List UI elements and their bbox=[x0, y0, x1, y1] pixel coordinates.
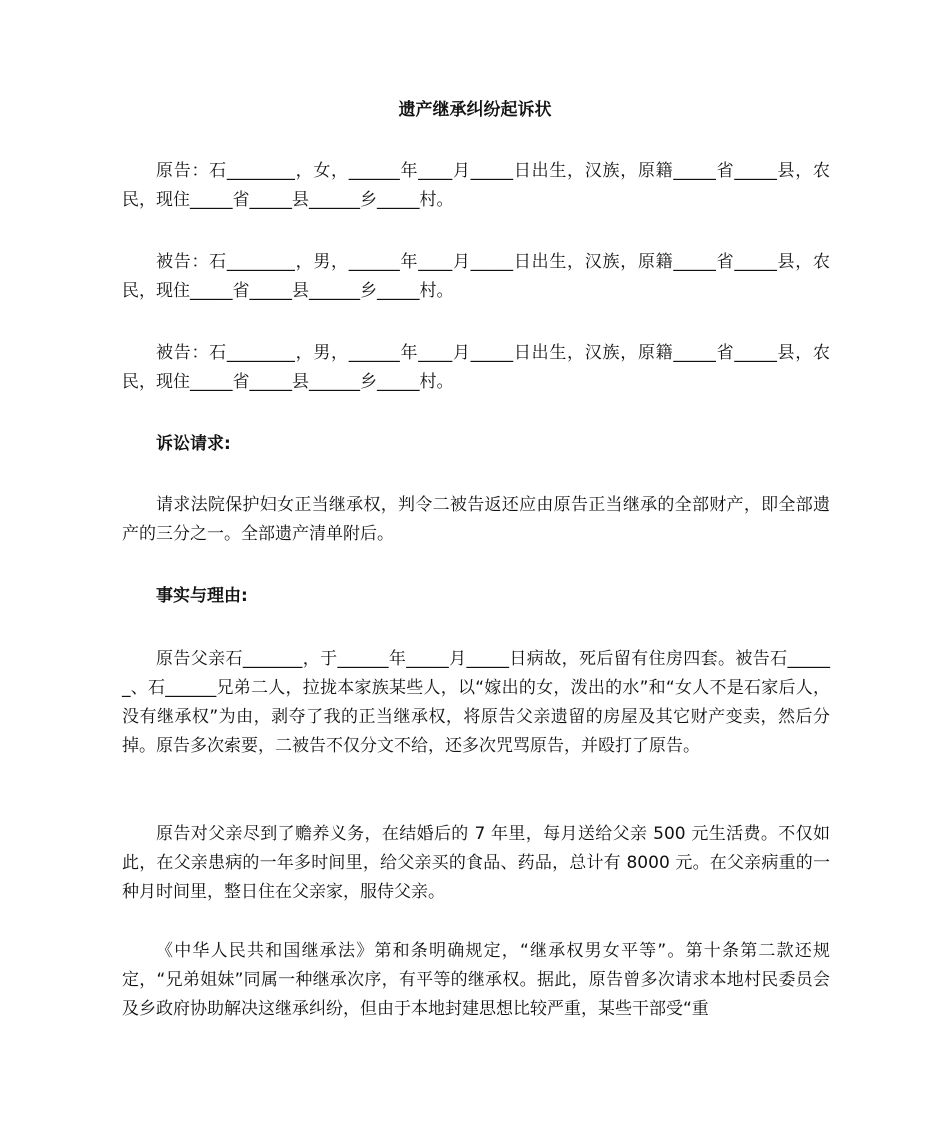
facts-paragraph-2: 原告对父亲尽到了赡养义务，在结婚后的 7 年里，每月送给父亲 500 元生活费。不仅如此，在父亲患病的一年多时间里，给父亲买的食品、药品，总计有 8000 元。在父亲病重的一种月时间里，整日住在父亲家，服侍父亲。 bbox=[122, 824, 830, 902]
facts-paragraph-3: 《中华人民共和国继承法》第和条明确规定，“继承权男女平等”。第十条第二款还规定，“兄弟姐妹”同属一种继承次序，有平等的继承权。据此，原告曾多次请求本地村民委员会及乡政府协助解决这继承纠纷，但由于本地封建思想比较严重，某些干部受“重 bbox=[122, 941, 830, 1019]
plaintiff-paragraph: 原告：石________，女，______年____月_____日出生，汉族，原籍_____省_____县，农民，现住_____省_____县______乡_____村。 bbox=[122, 161, 830, 210]
facts-paragraph-1: 原告父亲石_______，于______年_____月_____日病故，死后留有住房四套。被告石______、石______兄弟二人，拉拢本家族某些人，以“嫁出的女，泼出的水”和“女人不是石家后人，没有继承权”为由，剥夺了我的正当继承权，将原告父亲遗留的房屋及其它财产变卖，然后分掉。原告多次索要，二被告不仅分文不给，还多次咒骂原告，并殴打了原告。 bbox=[122, 649, 830, 756]
facts-heading: 事实与理由: bbox=[156, 586, 248, 606]
claims-paragraph: 请求法院保护妇女正当继承权，判令二被告返还应由原告正当继承的全部财产，即全部遗产的三分之一。全部遗产清单附后。 bbox=[122, 495, 830, 544]
defendant-1-paragraph: 被告：石________，男，______年____月_____日出生，汉族，原籍_____省_____县，农民，现住_____省_____县______乡_____村。 bbox=[122, 252, 830, 301]
document-title: 遗产继承纠纷起诉状 bbox=[398, 100, 552, 120]
defendant-2-paragraph: 被告：石________，男，______年____月_____日出生，汉族，原籍_____省_____县，农民，现住_____省_____县______乡_____村。 bbox=[122, 343, 830, 392]
claims-heading: 诉讼请求: bbox=[156, 434, 231, 454]
